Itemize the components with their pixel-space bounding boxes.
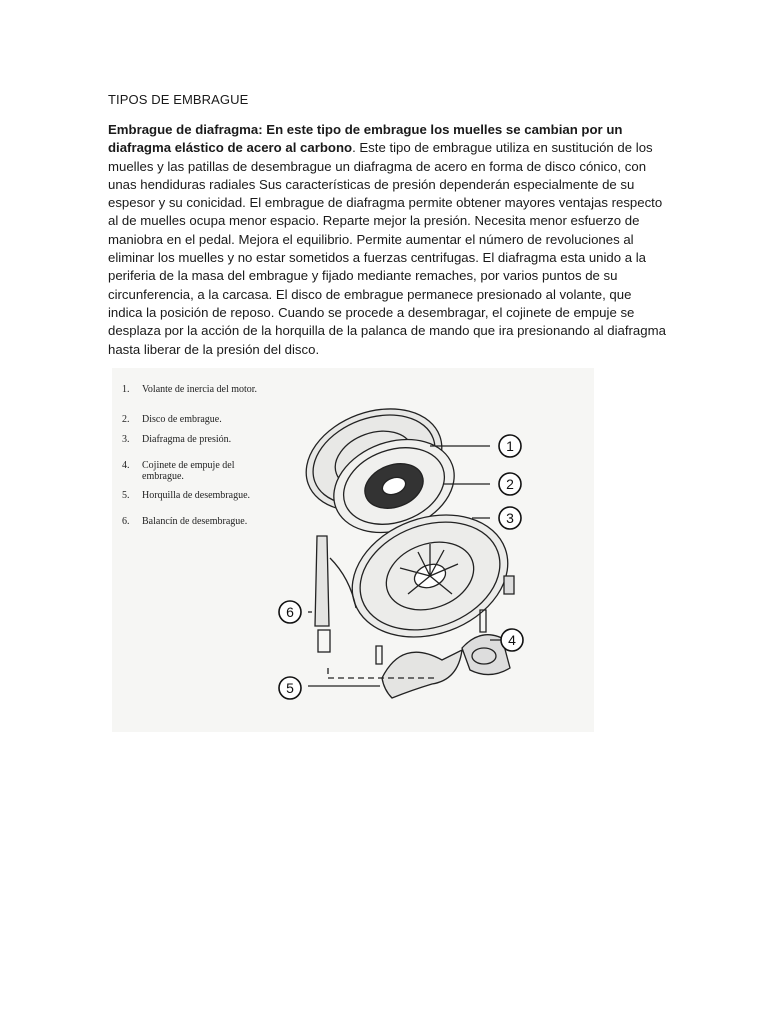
callout-2-label: 2 bbox=[506, 476, 514, 492]
callout-5-label: 5 bbox=[286, 680, 294, 696]
legend-num: 3. bbox=[122, 434, 130, 445]
legend-text: Volante de inercia del motor. bbox=[142, 384, 258, 395]
paragraph-bold-lead: Embrague de diafragma: En este tipo de embrague los muelles se cambian por un diafragma elástico de acero al carbono bbox=[108, 122, 623, 156]
legend-text: Horquilla de desembrague. bbox=[142, 490, 251, 501]
paragraph-body: . Este tipo de embrague utiliza en sustitución de los muelles y las patillas de desembrague un diafragma de acero en forma de disco cónico, con unas hendiduras radiales Sus características de presión dependerán especialmente de su espesor y su conicidad. El embrague de diafragma permite obtener mayores ventajas respecto al de muelles ocupa menor espacio. Reparte mejor la presión. Necesita menor esfuerzo de maniobra en el pedal. Mejora el equilibrio. Permite aumentar el número de revoluciones al eliminar los muelles y no estar sometidos a fuerzas centrifugas. El diafragma esta unido a la periferia de la masa del embrague y fijado mediante remaches, por varios puntos de su circunferencia, a la carcasa. El disco de embrague permanece presionado al volante, que indica la posición de reposo. Cuando se procede a desembragar, el cojinete de empuje se desplaza por la acción de la horquilla de la palanca de mando que ira presionando al diafragma hasta liberar de la presión del disco. bbox=[108, 140, 666, 357]
legend-text: Cojinete de empuje del embrague. bbox=[142, 460, 235, 482]
legend-num: 2. bbox=[122, 414, 130, 425]
section-heading: TIPOS DE EMBRAGUE bbox=[108, 92, 249, 107]
release-lever-drawing bbox=[315, 536, 356, 652]
legend-num: 1. bbox=[122, 384, 130, 395]
callout-6-label: 6 bbox=[286, 604, 294, 620]
release-fork-drawing bbox=[376, 646, 462, 698]
body-paragraph bbox=[108, 121, 668, 359]
legend-text: Disco de embrague. bbox=[142, 414, 222, 425]
legend-num: 6. bbox=[122, 516, 130, 527]
callout-3-label: 3 bbox=[506, 510, 514, 526]
legend-num: 4. bbox=[122, 460, 130, 471]
clutch-diagram-figure bbox=[112, 368, 594, 732]
legend-text: Diafragma de presión. bbox=[142, 434, 232, 445]
legend-num: 5. bbox=[122, 490, 130, 501]
callout-4-label: 4 bbox=[508, 632, 516, 648]
legend-text: Balancín de desembrague. bbox=[142, 516, 248, 527]
callout-1-label: 1 bbox=[506, 438, 514, 454]
